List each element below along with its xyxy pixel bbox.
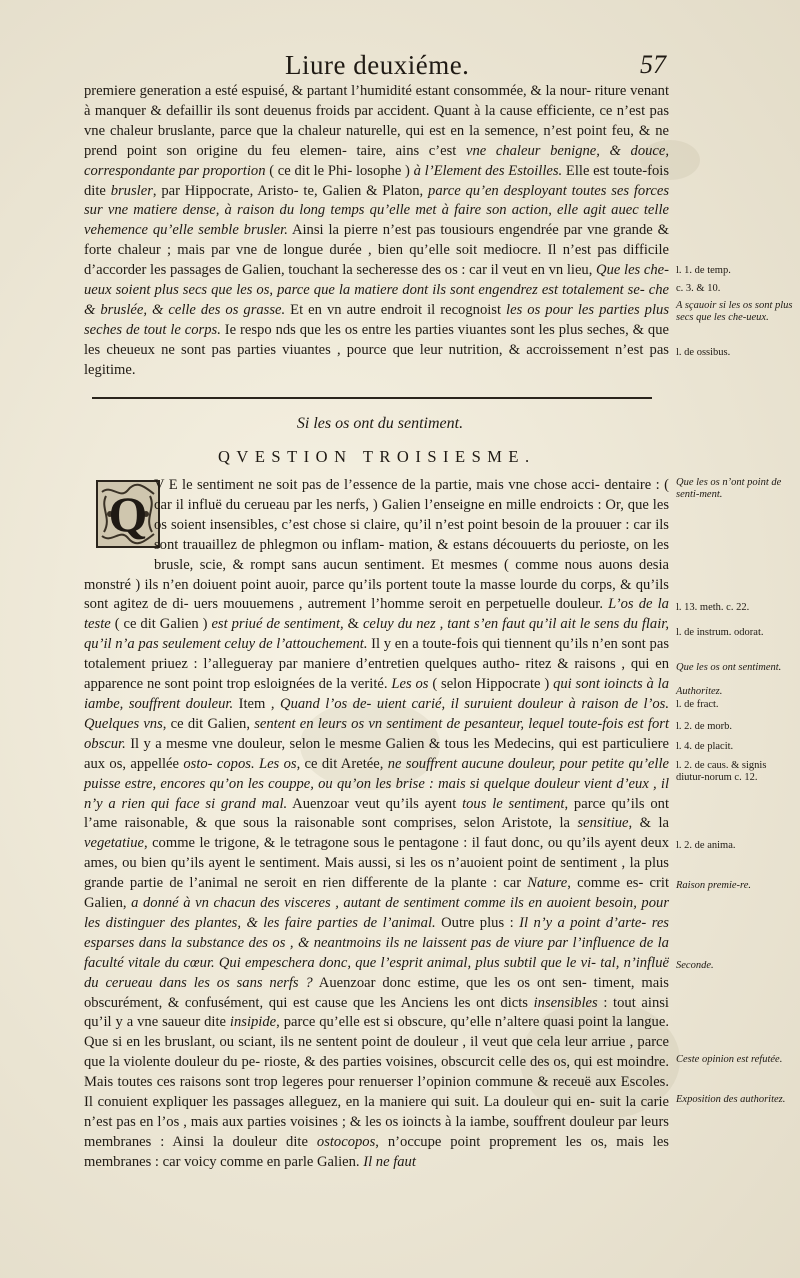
text-line: , n’occupe point bbox=[375, 1133, 481, 1150]
margin-note: Raison premie-re. bbox=[676, 880, 752, 891]
text-line: , comme es- bbox=[567, 875, 644, 892]
text-line: auoir, parce qu’ils portent toute la masse lourde du corps, & qu’ils sont agitez de di- bbox=[84, 576, 669, 613]
text-line: Ainsi la pierre n’est pas tousiours engendrée par vne grande & forte chaleur ; mais par bbox=[84, 222, 669, 259]
italic-quote: qu’on les couppe, ou qu’on les brise : mais si quelque douleur vient d’eux , il n’y a rien qui face si bbox=[84, 775, 669, 812]
margin-note: l. de fract. bbox=[676, 699, 719, 710]
text-line: , par Hippocrate, Aristo- bbox=[152, 182, 299, 199]
text-line: passages de Galien, touchant la secheresse des os : car il veut en vn lieu, bbox=[169, 262, 597, 279]
section-title: Si les os ont du sentiment. bbox=[296, 415, 464, 432]
margin-note: Authoritez. bbox=[676, 686, 723, 697]
text-line: raisons sont trop legeres pour renuerser l’opinion commune & receuë aux Escoles. Il bbox=[84, 1074, 669, 1111]
italic-quote: vne chaleur benigne, & douce, correspondante par proportion bbox=[84, 142, 670, 179]
margin-note: l. 2. de caus. & signis diutur-norum c. 12. bbox=[676, 760, 767, 783]
text-line: Auenzoar donc estime, que les os ont sen- bbox=[312, 974, 587, 991]
text-line: Il y en a toute-fois qui tiennent qu’ils bbox=[367, 636, 589, 653]
text-line: timent, mais obscurément, & confusément, qui est cause que les Anciens les ont dicts bbox=[84, 974, 669, 1011]
italic-quote: celuy du nez , tant s’en faut qu’il ait le sens du bbox=[362, 616, 638, 633]
italic-quote: est priué de sentiment bbox=[211, 616, 341, 633]
text-line: , parce qu’elle est si obscure, bbox=[276, 1014, 447, 1031]
text-line: dentaire : ( car il influë du cerueau par les nerfs, ) Galien l’enseigne en mille bbox=[154, 477, 669, 513]
text-line: & accroissement n’est pas legitime. bbox=[84, 341, 669, 378]
text-line: la cause efficiente, ce n’est pas vne chaleur bruslante, parce que la chaleur naturelle, bbox=[84, 102, 670, 139]
italic-quote: res esparses dans la substance des os , & neantmoins ils ne laissent pas de viure par l’influence bbox=[84, 914, 669, 951]
text-line: point besoin de la prouuer : car ils sont trauaillez de phlegmon ou inflam- bbox=[154, 516, 669, 553]
italic-quote: flair, qu’il n’a pas seulement celuy de l’attouchement. bbox=[84, 616, 669, 653]
text-line: Il y a mesme vne douleur, bbox=[125, 735, 286, 752]
page-number: 57 bbox=[640, 50, 666, 79]
italic-quote: Les os bbox=[391, 676, 429, 693]
italic-quote: du long temps qu’elle met à faire son action, elle agit auec telle vehemence qu’elle semble brusler. bbox=[84, 202, 669, 239]
italic-quote: Nature bbox=[527, 875, 568, 892]
text-line: ritez & raisons , qui en apparence ne sont point trop esloignées de la verité. bbox=[84, 656, 669, 693]
italic-quote: os vn sentiment de pesanteur, lequel toute-fois est fort obscur. bbox=[84, 715, 669, 752]
text-line: suit la carie n’est pas en l’os , mais aux parties voisines ; & les os ioincts à la iambe, bbox=[84, 1094, 669, 1130]
italic-quote: Il n’y a point d’arte- bbox=[519, 914, 647, 931]
italic-quote: Quand l’os de- bbox=[280, 695, 372, 712]
text-line: Item , bbox=[233, 695, 281, 712]
italic-quote: L’os de la teste bbox=[84, 596, 669, 633]
italic-quote: ueux soient plus secs que les os, parce que la matiere dont ils sont engendrez est totalement se- bbox=[84, 282, 645, 299]
margin-note: l. 2. de anima. bbox=[676, 840, 736, 851]
italic-quote: copos. Les os bbox=[216, 755, 297, 772]
margin-note: l. 2. de morb. bbox=[676, 721, 732, 732]
margin-note: c. 3. & 10. bbox=[676, 283, 721, 294]
italic-quote: osto- bbox=[183, 755, 213, 772]
italic-quote: qui sont ioincts à la iambe, souffrent douleur. bbox=[84, 676, 669, 712]
text-line: point de douleur , il veut que cela leur arriue , parce que la violente douleur du pe- bbox=[84, 1034, 670, 1071]
italic-quote: a donné à vn chacun des visceres , autant de sentiment comme ils en auoient besoin, bbox=[131, 895, 637, 912]
text-line: souffrent douleur par leurs membranes : Ainsi la douleur dite bbox=[84, 1114, 669, 1150]
italic-quote: tous le sentiment bbox=[462, 795, 565, 812]
text-line: bien qu’ils ayent le sentiment. Mais aussi, si les os n’auoient point de sentiment , la plus bbox=[141, 855, 669, 872]
text-line: te, Galien & Platon, bbox=[303, 182, 429, 199]
italic-quote: vegetatiue bbox=[84, 835, 144, 852]
text-line: taire, ains c’est bbox=[356, 142, 466, 159]
text-line: : tout ainsi qu’il y a vne saueur dite bbox=[84, 994, 669, 1031]
text-line: Et en vn autre endroit il recognoist bbox=[285, 301, 507, 318]
italic-quote: uient carié, il suruient douleur à raison de l’os. Quelques vns bbox=[84, 695, 669, 732]
margin-note: l. 1. de temp. bbox=[676, 265, 731, 276]
text-line: le trigone, & le tetragone sous le pentagone : il faut donc, ou qu’ils ayent deux ames, ou bbox=[84, 835, 669, 872]
italic-quote: insensibles bbox=[533, 994, 598, 1011]
margin-note: l. 13. meth. c. 22. bbox=[676, 602, 750, 613]
text-line: rioste, & des parties voisines, obscurcit celle des os, qui est moindre. Mais toutes ces bbox=[84, 1054, 669, 1091]
text-line: Ie respo nds que les os entre les parties viuantes sont les plus bbox=[220, 321, 584, 338]
italic-quote: brusler bbox=[110, 182, 153, 199]
text-line: ( ce dit le Phi- bbox=[265, 162, 353, 179]
margin-note: Seconde. bbox=[676, 960, 714, 971]
italic-quote: les os pour les parties bbox=[506, 301, 640, 318]
italic-quote: à l’Element des Estoilles. bbox=[413, 162, 563, 179]
text-line: Elle est toute-fois dite bbox=[84, 162, 670, 199]
text-line: conuient expliquer les passages alleguez, en la maniere qui suit. La douleur qui en- bbox=[97, 1094, 596, 1111]
margin-note: A sçauoir si les os sont plus secs que les che-ueux. bbox=[676, 300, 793, 323]
text-line: Auenzoar veut qu’ils ayent bbox=[287, 795, 463, 812]
text-line: proprement les os, mais les membranes : car voicy comme en parle Galien. bbox=[84, 1133, 669, 1170]
section-divider bbox=[92, 397, 652, 399]
margin-note: l. de ossibus. bbox=[676, 347, 731, 358]
italic-quote: tal, n’influë du cerueau dans les os sans nerfs ? bbox=[84, 954, 669, 991]
italic-quote: ostocopos bbox=[316, 1133, 376, 1150]
text-line: endroicts : Or, que les os soient insensibles, c’est chose si claire, qu’il n’est bbox=[154, 496, 669, 533]
text-line: premiere generation a esté espuisé, & partant l’humidité estant consommée, & la nour- bbox=[84, 83, 592, 99]
text-line: & que sous la raisonable sont comprises, selon Aristote, la bbox=[195, 815, 578, 832]
margin-note: Exposition des authoritez. bbox=[676, 1094, 786, 1105]
text-line: , & la bbox=[628, 815, 669, 832]
text-line: qu’elle n’altere quasi point la langue. Que si en les bruslant, ou sciant, ils ne sentent bbox=[84, 1014, 669, 1051]
text-line: seches, & que les cheueux ne sont pas parties viuantes , pource que leur nutrition, bbox=[84, 321, 669, 358]
text-line: riture venant à manquer & defaillir ils sont deuenus froids par accident. Quant à bbox=[84, 83, 669, 119]
text-line: Outre plus : bbox=[435, 914, 520, 931]
margin-note: l. 4. de placit. bbox=[676, 741, 734, 752]
running-title: Liure deuxiéme. bbox=[285, 50, 470, 80]
text-line: , comme bbox=[143, 835, 196, 852]
text-line: mation, & estans découuerts du perioste, on les brusle, scie, & rompt sans bbox=[154, 536, 669, 573]
text-line: losophe ) bbox=[355, 162, 414, 179]
text-line: , parce qu’ils ont l’ame raisonable, bbox=[84, 795, 670, 832]
text-line: selon le mesme Galien & tous les Medecins, qui est particuliere aux os, appellée bbox=[84, 735, 669, 772]
italic-quote: sensitiue bbox=[577, 815, 629, 832]
main-paragraph bbox=[84, 476, 669, 1173]
text-line: , & bbox=[340, 616, 363, 633]
text-line: aucun sentiment. Et mesmes ( comme nous auons desia monstré ) ils n’en doiuent point bbox=[84, 556, 670, 593]
top-paragraph bbox=[84, 82, 669, 381]
text-line: crit Galien, bbox=[84, 875, 669, 912]
italic-quote: ne souffrent aucune douleur, pour petite qu’elle puisse estre, encores bbox=[84, 755, 669, 792]
italic-quote: parce qu’en desployant toutes ses forces sur vne matiere dense, à raison bbox=[84, 182, 669, 219]
text-line: uers mouuemens , autrement l’homme seroit en perpetuelle douleur. bbox=[193, 596, 609, 613]
margin-note: Que les os ont sentiment. bbox=[676, 662, 782, 673]
text-line: vne de longue durée , bien qu’elle soit mediocre. Il n’est pas difficile d’accorder les bbox=[84, 242, 669, 279]
italic-quote: che & bruslée, & celle des os grasse. bbox=[84, 282, 669, 318]
italic-quote: sentent en leurs bbox=[254, 715, 347, 732]
question-heading: QVESTION TROISIESME. bbox=[218, 447, 536, 466]
margin-note: Ceste opinion est refutée. bbox=[676, 1054, 783, 1065]
text-line: , ce dit Aretée, bbox=[296, 755, 388, 772]
text-line: ( selon Hippocrate ) bbox=[432, 676, 554, 693]
italic-quote: Que les che- bbox=[596, 262, 670, 279]
initial-letter: Q bbox=[108, 486, 148, 542]
text-line: qui est en la semence, n’est point feu, & ne prend point son origine du feu elemen- bbox=[84, 122, 669, 159]
text-line: n’en sont pas totalement priuez : l’allegueray par maniere d’entretien quelques autho- bbox=[84, 636, 669, 673]
text-line: ( ce dit Galien ) bbox=[114, 616, 212, 633]
initial-spacer bbox=[84, 476, 154, 572]
italic-quote: insipide bbox=[229, 1014, 277, 1031]
margin-note: Que les os n’ont point de senti-ment. bbox=[676, 477, 782, 500]
italic-quote: plus seches de tout le corps. bbox=[84, 301, 669, 338]
text-line: grande partie de l’animal ne seroit en rien differente de la plante : car bbox=[84, 875, 528, 892]
margin-note: l. de instrum. odorat. bbox=[676, 627, 764, 638]
italic-quote: de la faculté vitale du cœur. Qui empeschera donc, que l’esprit animal, plus subtil que le vi- bbox=[84, 934, 669, 971]
italic-quote: pour les distinguer des plantes, & les faire parties de l’animal. bbox=[84, 895, 669, 931]
text-line: , ce dit Galien, bbox=[162, 715, 255, 732]
italic-quote: Il ne faut bbox=[363, 1153, 416, 1170]
italic-quote: grand mal. bbox=[220, 795, 288, 812]
text-line: V E le sentiment ne soit pas de l’essence de la partie, mais vne chose acci- bbox=[154, 477, 600, 493]
